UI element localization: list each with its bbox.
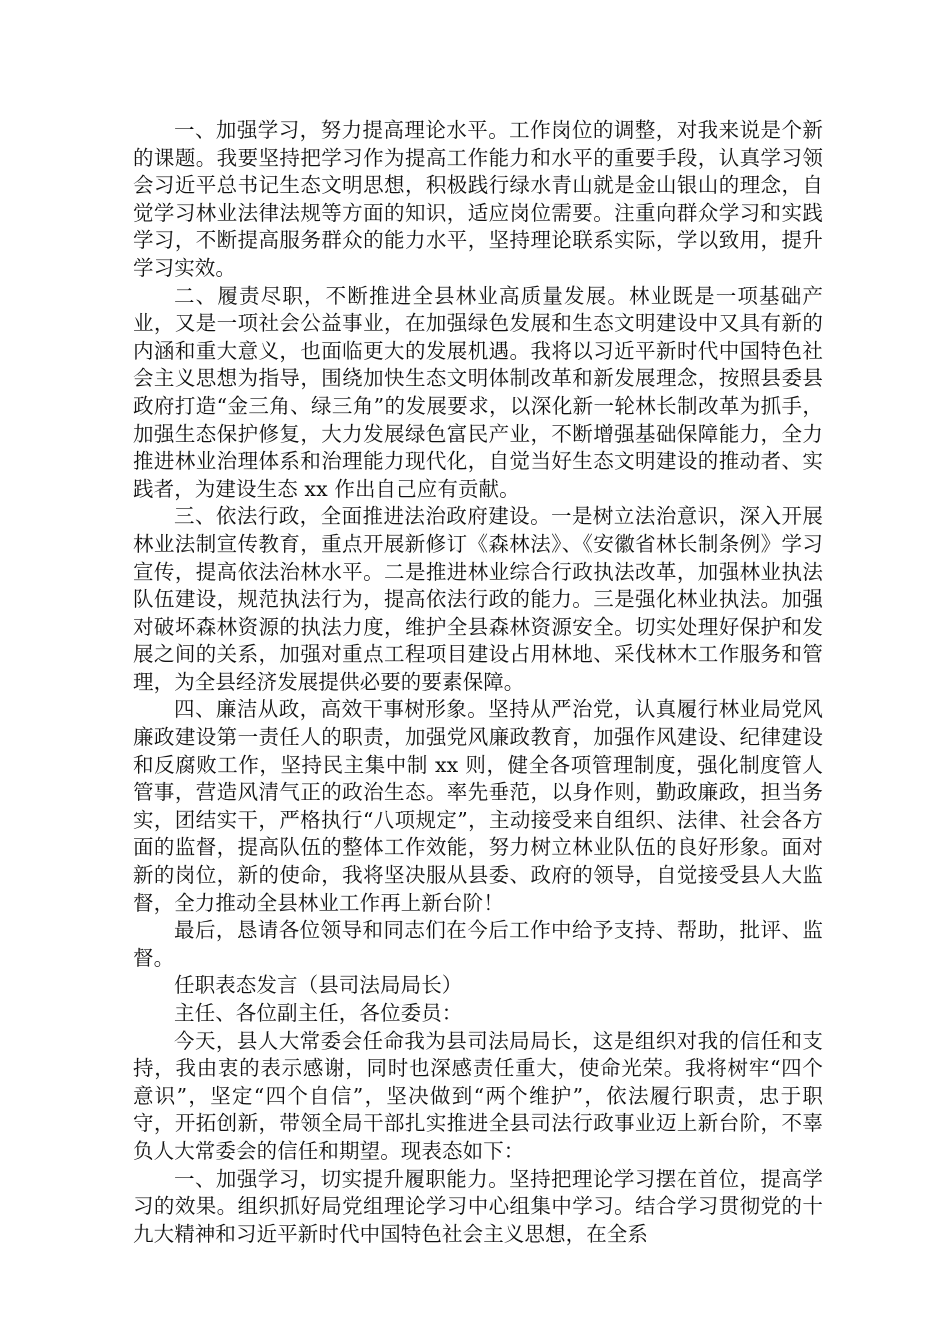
paragraph-closing: 最后，恳请各位领导和同志们在今后工作中给予支持、帮助，批评、监督。 xyxy=(133,918,823,970)
paragraph-law: 三、依法行政，全面推进法治政府建设。一是树立法治意识，深入开展林业法制宣传教育，重点开展新修订《森林法》、《安徽省林长制条例》学习宣传，提高依法治林水平。二是推进林业综合行政执法改革，加强林业执法队伍建设，规范执法行为，提高依法行政的能力。三是强化林业执法。加强对破坏森林资源的执法力度，维护全县森林资源安全。切实处理好保护和发展之间的关系，加强对重点工程项目建设占用林地、采伐林木工作服务和管理，为全县经济发展提供必要的要素保障。 xyxy=(133,504,823,694)
salutation: 主任、各位副主任，各位委员： xyxy=(174,1001,463,1025)
section-title: 任职表态发言（县司法局局长） xyxy=(174,973,463,998)
document-body xyxy=(133,117,823,1248)
paragraph-study: 一、加强学习，努力提高理论水平。工作岗位的调整，对我来说是个新的课题。我要坚持把学习作为提高工作能力和水平的重要手段，认真学习领会习近平总书记生态文明思想，积极践行绿水青山就是金山银山的理念，自觉学习林业法律法规等方面的知识，适应岗位需要。注重向群众学习和实践学习，不断提高服务群众的能力水平，坚持理论联系实际，学以致用，提升学习实效。 xyxy=(133,118,823,280)
paragraph-duty: 二、履责尽职，不断推进全县林业高质量发展。林业既是一项基础产业，又是一项社会公益事业，在加强绿色发展和生态文明建设中又具有新的内涵和重大意义，也面临更大的发展机遇。我将以习近平新时代中国特色社会主义思想为指导，围绕加快生态文明体制改革和新发展理念，按照县委县政府打造“金三角、绿三角”的发展要求，以深化新一轮林长制改革为抓手，加强生态保护修复，大力发展绿色富民产业，不断增强基础保障能力，全力推进林业治理体系和治理能力现代化，自觉当好生态文明建设的推动者、实践者，为建设生态 xx 作出自己应有贡献。 xyxy=(133,283,823,501)
paragraph-study-2: 一、加强学习，切实提升履职能力。坚持把理论学习摆在首位，提高学习的效果。组织抓好局党组理论学习中心组集中学习。结合学习贯彻党的十九大精神和习近平新时代中国特色社会主义思想，在全系 xyxy=(133,1166,823,1246)
paragraph-integrity: 四、廉洁从政，高效干事树形象。坚持从严治党，认真履行林业局党风廉政建设第一责任人的职责，加强党风廉政教育，加强作风建设、纪律建设和反腐败工作，坚持民主集中制 xx 则，健全各项管理制度，强化制度管人管事，营造风清气正的政治生态。率先垂范，以身作则，勤政廉政，担当务实，团结实干，严格执行“八项规定”，主动接受来自组织、法律、社会各方面的监督，提高队伍的整体工作效能，努力树立林业队伍的良好形象。面对新的岗位，新的使命，我将坚决服从县委、政府的领导，自觉接受县人大监督，全力推动全县林业工作再上新台阶！ xyxy=(133,697,823,915)
paragraph-appointment: 今天，县人大常委会任命我为县司法局局长，这是组织对我的信任和支持，我由衷的表示感谢，同时也深感责任重大，使命光荣。我将树牢“四个意识”，坚定“四个自信”，坚决做到“两个维护”，依法履行职责，忠于职守，开拓创新，带领全局干部扎实推进全县司法行政事业迈上新台阶，不辜负人大常委会的信任和期望。现表态如下： xyxy=(133,1028,823,1163)
